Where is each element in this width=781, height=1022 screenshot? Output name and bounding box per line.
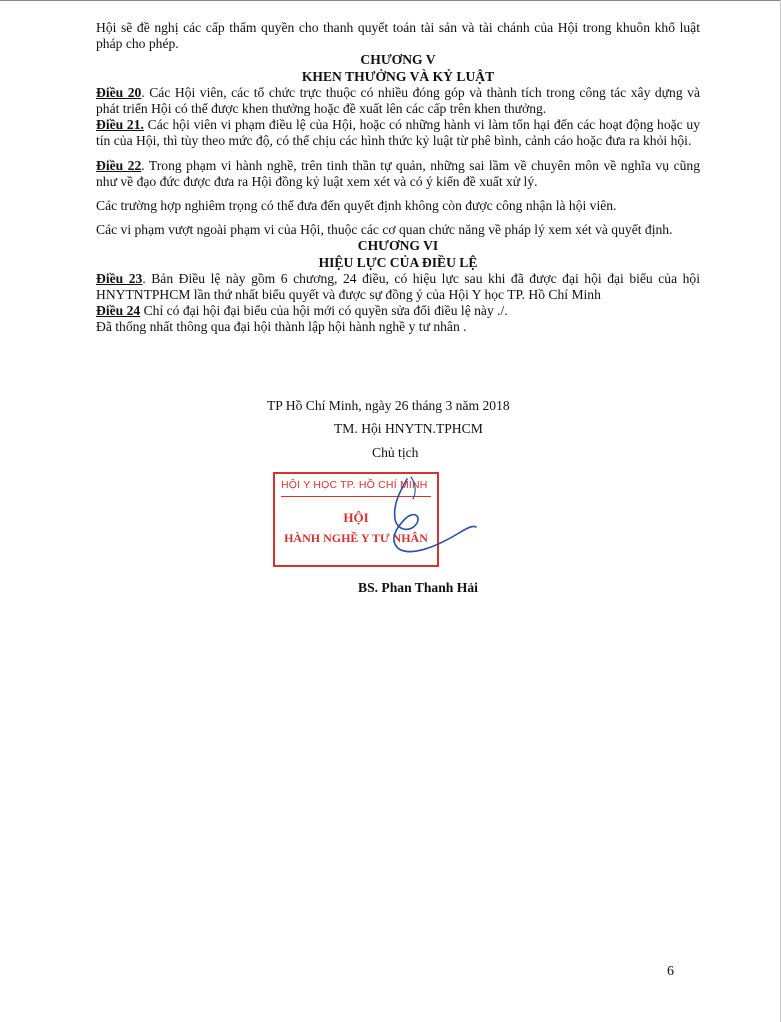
intro-paragraph: Hội sẽ đề nghị các cấp thẩm quyền cho thanh quyết toán tài sản và tài chánh của Hội trong khuôn khổ luật pháp cho phép.	[96, 20, 700, 52]
page-top-edge	[0, 0, 781, 1]
organization-name: TM. Hội HNYTN.TPHCM	[334, 421, 483, 436]
article-23-text: . Bản Điều lệ này gồm 6 chương, 24 điều, có hiệu lực sau khi đã được đại hội đại biểu của hội HNYTNTPHCM lần thứ nhất biểu quyết và được sự đồng ý của Hội Y học TP. Hồ Chí Minh	[96, 270, 700, 303]
signer-name: BS. Phan Thanh Hải	[358, 580, 478, 595]
article-20-label: Điều 20	[96, 84, 142, 100]
signer-role: Chủ tịch	[372, 445, 419, 460]
article-22-label: Điều 22	[96, 157, 142, 173]
article-20	[96, 85, 700, 117]
stamp-top-text: HỘI Y HỌC TP. HỒ CHÍ MINH	[281, 479, 428, 491]
serious-cases-paragraph: Các trường hợp nghiêm trọng có thể đưa đến quyết định không còn được công nhận là hội viên.	[96, 198, 617, 214]
chapter-5-number: CHƯƠNG V	[360, 52, 436, 68]
beyond-scope-paragraph: Các vi phạm vượt ngoài phạm vi của Hội, thuộc các cơ quan chức năng về pháp lý xem xét và quyết định.	[96, 222, 673, 238]
article-20-text: . Các Hội viên, các tổ chức trực thuộc có nhiều đóng góp và thành tích trong công tác xây dựng và phát triển Hội có thể được khen thưởng hoặc đề xuất lên các cấp trên khen thưởng.	[96, 84, 701, 117]
article-22	[96, 158, 700, 190]
article-24	[96, 303, 700, 319]
article-21	[96, 117, 700, 149]
chapter-6-number: CHƯƠNG VI	[357, 238, 439, 254]
article-21-text: Các hội viên vi phạm điều lệ của Hội, hoặc có những hành vi làm tổn hại đến các hoạt động hoặc uy tín của Hội, thì tùy theo mức độ, có thể chịu các hình thức kỷ luật từ phê bình, cảnh cáo hoặc đưa ra khỏi hội.	[96, 117, 700, 149]
document-body	[96, 20, 700, 336]
article-24-text: Chỉ có đại hội đại biểu của hội mới có quyền sửa đổi điều lệ này ./.	[140, 303, 508, 319]
article-24-label: Điều 24	[96, 303, 141, 319]
article-21-label: Điều 21.	[96, 117, 144, 133]
stamp-line-1: HỘI	[343, 510, 369, 525]
article-23-label: Điều 23	[96, 270, 143, 286]
article-23	[96, 271, 700, 303]
chapter-6-title: HIỆU LỰC CỦA ĐIỀU LỆ	[318, 254, 478, 270]
adopted-paragraph: Đã thống nhất thông qua đại hội thành lập hội hành nghề y tư nhân .	[96, 319, 467, 335]
article-22-text: . Trong phạm vi hành nghề, trên tinh thần tự quản, những sai lầm về chuyên môn về nghĩa vụ cũng như về đạo đức được đưa ra Hội đồng kỷ luật xem xét và có ý kiến đề xuất xử lý.	[96, 157, 700, 189]
chapter-5-title: KHEN THƯỞNG VÀ KỶ LUẬT	[301, 68, 495, 84]
stamp-line-2: HÀNH NGHỀ Y TƯ NHÂN	[284, 531, 428, 545]
place-date: TP Hồ Chí Minh, ngày 26 tháng 3 năm 2018	[267, 398, 510, 413]
page-number: 6	[667, 964, 674, 979]
handwritten-signature	[355, 475, 485, 565]
